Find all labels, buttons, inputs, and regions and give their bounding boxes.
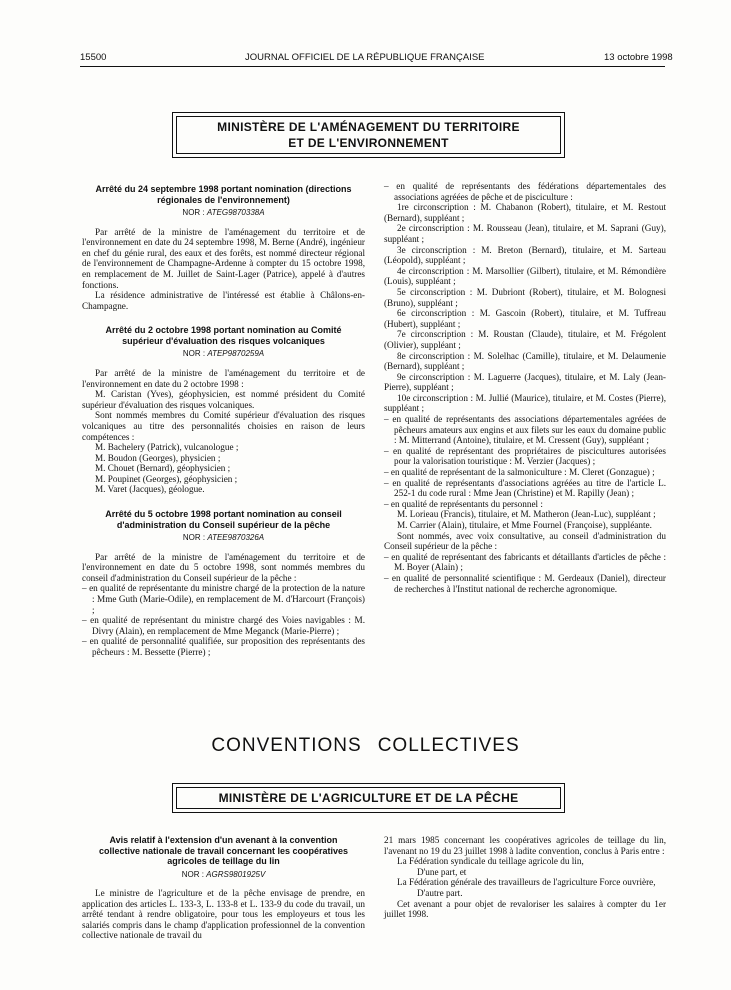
nor-reference: NOR : ATEP9870259A — [182, 349, 265, 359]
member-item: M. Boudon (Georges), physicien ; — [95, 452, 221, 463]
list-item: – en qualité de représentant des fabricants et détaillants d'articles de pêche : M. Boyer (Alain) ; — [384, 551, 666, 573]
paragraph: Sont nommés, avec voix consultative, au conseil d'administration du Conseil supérieur de la pêche : — [384, 530, 666, 552]
circonscription-item: 10e circonscription : M. Jullié (Maurice), titulaire, et M. Costes (Pierre), suppléant ; — [384, 392, 666, 414]
circonscription-item: 3e circonscription : M. Breton (Bernard), titulaire, et M. Sarteau (Léopold), suppléant ; — [384, 244, 666, 266]
ministry-box — [172, 112, 565, 158]
circonscription-item: 9e circonscription : M. Laguerre (Jacques), titulaire, et M. Laly (Jean-Pierre), suppléant ; — [384, 371, 666, 393]
list-item: – en qualité de représentants d'associations agréées au titre de l'article L. 252-1 du code rural : Mme Jean (Christine) et M. Rapilly (Jean) ; — [384, 477, 666, 499]
list-item: – en qualité de représentants des associations départementales agréées de pêcheurs amateurs aux engins et aux filets sur les eaux du domaine public : M. Mitterrand (Antoine), titulaire, et M. Cressent (Guy), suppléant ; — [384, 414, 666, 446]
circonscription-item: 1re circonscription : M. Chabanon (Robert), titulaire, et M. Restout (Bernard), suppléant ; — [384, 202, 666, 223]
member-item: M. Varet (Jacques), géologue. — [95, 484, 205, 495]
circonscription-item: 5e circonscription : M. Dubriont (Robert), titulaire, et M. Bolognesi (Bruno), suppléant ; — [384, 286, 666, 308]
paragraph: Par arrêté de la ministre de l'aménagement du territoire et de l'environnement en date du 5 octobre 1998, sont nommés membres du conseil d'administration du Conseil supérieur de la pêche : — [82, 551, 365, 583]
circonscription-item: 4e circonscription : M. Marsollier (Gilbert), titulaire, et M. Rémondière (Louis), suppléant ; — [384, 265, 666, 287]
list-item: – en qualité de représentants du personnel : — [384, 498, 543, 509]
list-item: – en qualité de représentant des propriétaires de piscicultures autorisées pour la valorisation touristique : M. Verzier (Jacques) ; — [384, 445, 666, 467]
paragraph: La Fédération syndicale du teillage agricole du lin, — [397, 856, 584, 867]
list-item: – en qualité de représentant du ministre chargé des Voies navigables : M. Divry (Alain), en remplacement de Mme Meganck (Marie-Pierre) ; — [82, 615, 365, 636]
paragraph: La résidence administrative de l'intéressé est établie à Châlons-en-Champagne. — [82, 290, 365, 311]
right-column — [384, 181, 666, 594]
paragraph: D'une part, et — [417, 866, 467, 877]
staff-item: M. Carrier (Alain), titulaire, et Mme Fournel (Françoise), suppléante. — [397, 520, 652, 530]
avis-title: Avis relatif à l'extension d'un avenant à la convention collective nationale de travail concernant les coopératives agricoles de teillage du lin — [98, 835, 349, 866]
member-item: M. Bachelery (Patrick), vulcanologue ; — [95, 442, 239, 453]
paragraph: La Fédération générale des travailleurs de l'agriculture Force ouvrière, — [397, 877, 656, 888]
arrete-title: Arrêté du 24 septembre 1998 portant nomination (directions régionales de l'environnement) — [95, 184, 352, 205]
list-item: – en qualité de représentante du ministre chargé de la protection de la nature : Mme Guth (Marie-Odile), en remplacement de M. d'Harcourt (François) ; — [82, 583, 365, 615]
list-item: – en qualité de représentants des fédérations départementales des associations agréées de pêche et de pisciculture : — [384, 181, 666, 202]
journal-title: JOURNAL OFFICIEL DE LA RÉPUBLIQUE FRANÇAISE — [245, 52, 485, 63]
paragraph: Cet avenant a pour objet de revaloriser les salaires à compter du 1er juillet 1998. — [384, 898, 666, 920]
paragraph: Par arrêté de la ministre de l'aménagement du territoire et de l'environnement en date du 24 septembre 1998, M. Berne (André), ingénieur en chef du génie rural, des eaux et des forêts, est nommé directeur régional de l'environnement de Champagne-Ardenne à compter du 15 octobre 1998, en remplacement de M. Juillet de Saint-Lager (Patrice), appelé à d'autres fonctions. — [82, 226, 365, 290]
circonscription-item: 6e circonscription : M. Gascoin (Robert), titulaire, et M. Tuffreau (Hubert), suppléant ; — [384, 308, 666, 329]
member-item: M. Chouet (Bernard), géophysicien ; — [95, 463, 231, 474]
circonscription-item: 7e circonscription : M. Roustan (Claude), titulaire, et M. Frégolent (Olivier), suppléant ; — [384, 329, 666, 350]
arrete-title: Arrêté du 5 octobre 1998 portant nomination au conseil d'administration du Conseil supérieur de la pêche — [105, 509, 342, 530]
list-item: – en qualité de représentant de la salmoniculture : M. Cleret (Gonzague) ; — [384, 467, 655, 478]
section-heading: CONVENTIONS COLLECTIVES — [211, 735, 520, 756]
staff-item: M. Lorieau (Francis), titulaire, et M. Matheron (Jean-Luc), suppléant ; — [397, 509, 656, 520]
paragraph: M. Caristan (Yves), géophysicien, est nommé président du Comité supérieur d'évaluation des risques volcaniques. — [82, 389, 365, 410]
nor-reference: NOR : AGRS9801925V — [181, 869, 266, 879]
arrete-title: Arrêté du 2 octobre 1998 portant nomination au Comité supérieur d'évaluation des risques volcaniques — [105, 325, 342, 346]
paragraph: Le ministre de l'agriculture et de la pêche envisage de prendre, en application des articles L. 133-3, L. 133-8 et L. 133-9 du code du travail, un arrêté tendant à rendre obligatoire, pour tous les employeurs et tous les salariés compris dans le champ d'application professionnel de la convention collective nationale de travail du — [82, 888, 365, 941]
nor-reference: NOR : ATEE9870326A — [182, 533, 265, 543]
avis-right-column — [384, 835, 666, 920]
paragraph: D'autre part. — [417, 887, 463, 898]
paragraph: 21 mars 1985 concernant les coopératives agricoles de teillage du lin, l'avenant no 19 du 23 juillet 1998 à ladite convention, conclus à Paris entre : — [384, 835, 666, 856]
member-item: M. Poupinet (Georges), géophysicien ; — [95, 473, 238, 484]
issue-date: 13 octobre 1998 — [604, 52, 673, 63]
list-item: – en qualité de personnalité qualifiée, sur proposition des représentants des pêcheurs : M. Bessette (Pierre) ; — [82, 636, 365, 657]
circonscription-item: 2e circonscription : M. Rousseau (Jean), titulaire, et M. Saprani (Guy), suppléant ; — [384, 223, 666, 244]
avis-left-column — [82, 835, 365, 941]
ministry-line-2: ET DE L'ENVIRONNEMENT — [288, 136, 449, 150]
ministry-label: MINISTÈRE DE L'AGRICULTURE ET DE LA PÊCHE — [218, 791, 519, 805]
page-number: 15500 — [80, 52, 107, 63]
header-rule — [80, 66, 665, 67]
list-item: – en qualité de personnalité scientifique : M. Gerdeaux (Daniel), directeur de recherches à l'Institut national de recherche agronomique. — [384, 572, 666, 594]
paragraph: Sont nommés membres du Comité supérieur d'évaluation des risques volcaniques au titre des personnalités choisies en raison de leurs compétences : — [82, 410, 365, 442]
circonscription-item: 8e circonscription : M. Solelhac (Camille), titulaire, et M. Delaumenie (Bernard), suppléant ; — [384, 350, 666, 372]
ministry-box — [172, 783, 565, 813]
nor-reference: NOR : ATEG9870338A — [182, 208, 265, 217]
left-column — [82, 184, 365, 658]
ministry-line-1: MINISTÈRE DE L'AMÉNAGEMENT DU TERRITOIRE — [217, 120, 520, 134]
paragraph: Par arrêté de la ministre de l'aménagement du territoire et de l'environnement en date du 2 octobre 1998 : — [82, 367, 365, 389]
